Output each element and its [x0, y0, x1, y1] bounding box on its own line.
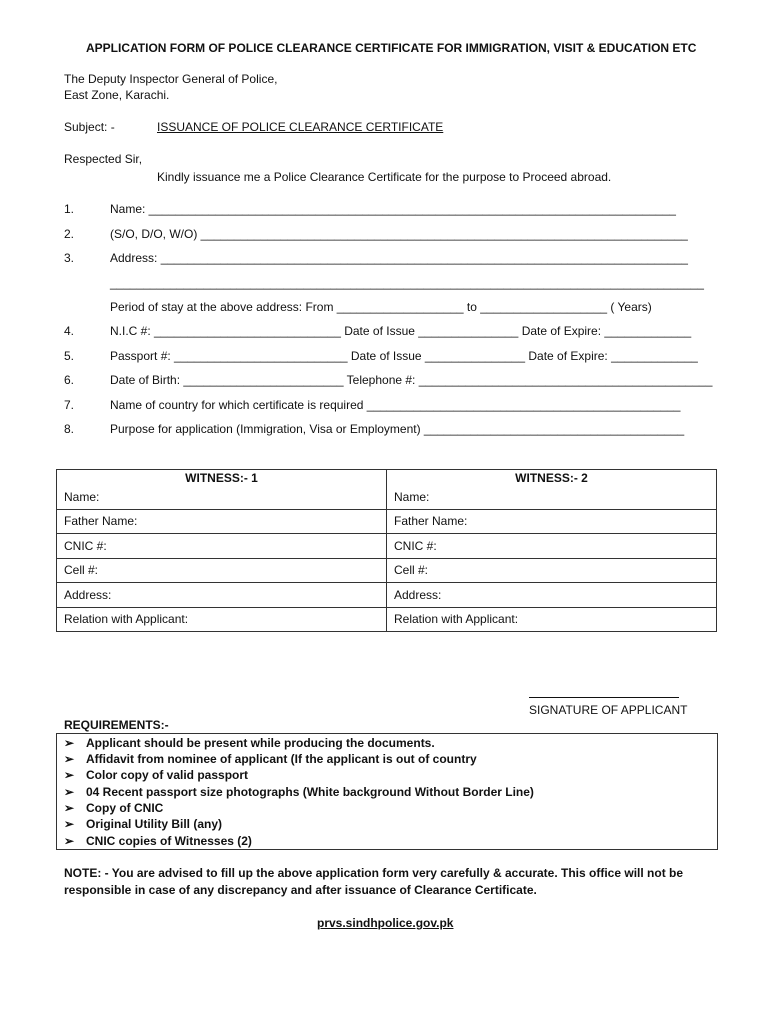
addressee-line-1: The Deputy Inspector General of Police,: [64, 72, 278, 86]
field-number: 5.: [64, 349, 75, 363]
field-row-purpose[interactable]: [0, 422, 770, 438]
subject-label: Subject: -: [64, 120, 115, 134]
witness-1-father-name[interactable]: Father Name:: [57, 509, 387, 534]
arrow-bullet-icon: ➢: [64, 736, 75, 750]
field-text: Name: _______________________________________________________________________________: [110, 202, 676, 216]
body-text: Kindly issuance me a Police Clearance Certificate for the purpose to Proceed abroad.: [157, 170, 612, 184]
salutation: Respected Sir,: [64, 152, 143, 166]
field-text: Address: _______________________________________________________________________________: [110, 251, 688, 265]
witness-1-address[interactable]: Address:: [57, 583, 387, 608]
field-row-relation[interactable]: [0, 227, 770, 243]
arrow-bullet-icon: ➢: [64, 768, 75, 782]
witness-1-header: WITNESS:- 1: [57, 470, 387, 486]
field-number: 8.: [64, 422, 75, 436]
addressee-line-2: East Zone, Karachi.: [64, 88, 170, 102]
arrow-bullet-icon: ➢: [64, 834, 75, 848]
subject-text: ISSUANCE OF POLICE CLEARANCE CERTIFICATE: [157, 120, 444, 134]
field-text: N.I.C #: ____________________________ Date of Issue _______________ Date of Expire: _____________: [110, 324, 692, 338]
witness-2-cell[interactable]: Cell #:: [387, 558, 717, 583]
requirement-item: ➢ Original Utility Bill (any): [64, 817, 223, 831]
requirement-item: ➢ CNIC copies of Witnesses (2): [64, 834, 252, 848]
witness-1-relation[interactable]: Relation with Applicant:: [57, 607, 387, 632]
field-text: Passport #: __________________________ Date of Issue _______________ Date of Expire: _____________: [110, 349, 698, 363]
requirement-item: ➢ Applicant should be present while producing the documents.: [64, 736, 435, 750]
website-link[interactable]: prvs.sindhpolice.gov.pk: [317, 916, 454, 930]
field-row-country[interactable]: [0, 398, 770, 414]
field-text: Name of country for which certificate is required _______________________________________________: [110, 398, 681, 412]
arrow-bullet-icon: ➢: [64, 801, 75, 815]
witness-1-cell[interactable]: Cell #:: [57, 558, 387, 583]
field-text: Period of stay at the above address: From ___________________ to ___________________ ( Years): [110, 300, 652, 314]
requirement-item: ➢ 04 Recent passport size photographs (White background Without Border Line): [64, 785, 534, 799]
form-title: APPLICATION FORM OF POLICE CLEARANCE CERTIFICATE FOR IMMIGRATION, VISIT & EDUCATION ETC: [86, 41, 697, 55]
witness-2-cnic[interactable]: CNIC #:: [387, 534, 717, 559]
requirements-heading: REQUIREMENTS:-: [64, 718, 169, 732]
arrow-bullet-icon: ➢: [64, 785, 75, 799]
field-text: Purpose for application (Immigration, Visa or Employment) _______________________________________: [110, 422, 685, 436]
field-row-address[interactable]: [0, 251, 770, 267]
arrow-bullet-icon: ➢: [64, 752, 75, 766]
requirement-item: ➢ Color copy of valid passport: [64, 768, 249, 782]
note-line-1: NOTE: - You are advised to fill up the above application form very carefully & accurate. This office will not be: [64, 866, 684, 880]
field-row-passport[interactable]: [0, 349, 770, 365]
field-row-name[interactable]: [0, 202, 770, 218]
field-row-period-of-stay[interactable]: [0, 300, 770, 316]
field-row-address-line-2[interactable]: [0, 276, 770, 292]
requirement-item: ➢ Affidavit from nominee of applicant (If the applicant is out of country: [64, 752, 477, 766]
requirement-item: ➢ Copy of CNIC: [64, 801, 164, 815]
witness-2-father-name[interactable]: Father Name:: [387, 509, 717, 534]
field-row-nic[interactable]: [0, 324, 770, 340]
witness-2-header: WITNESS:- 2: [387, 470, 717, 486]
witness-1-cnic[interactable]: CNIC #:: [57, 534, 387, 559]
witness-table: [56, 469, 717, 632]
witness-1-name[interactable]: Name:: [57, 485, 387, 509]
field-text: Date of Birth: ________________________ Telephone #: ____________________________________________: [110, 373, 713, 387]
witness-2-relation[interactable]: Relation with Applicant:: [387, 607, 717, 632]
witness-2-name[interactable]: Name:: [387, 485, 717, 509]
signature-label: SIGNATURE OF APPLICANT: [529, 703, 688, 717]
field-number: 2.: [64, 227, 75, 241]
field-number: 7.: [64, 398, 75, 412]
field-row-dob[interactable]: [0, 373, 770, 389]
witness-2-address[interactable]: Address:: [387, 583, 717, 608]
field-number: 6.: [64, 373, 75, 387]
field-number: 1.: [64, 202, 75, 216]
field-text: (S/O, D/O, W/O) _________________________________________________________________________: [110, 227, 688, 241]
field-number: 4.: [64, 324, 75, 338]
field-text: _________________________________________________________________________________________: [110, 276, 704, 290]
signature-line[interactable]: [529, 697, 679, 698]
arrow-bullet-icon: ➢: [64, 817, 75, 831]
note-line-2: responsible in case of any discrepancy and after issuance of Clearance Certificate.: [64, 883, 537, 897]
field-number: 3.: [64, 251, 75, 265]
